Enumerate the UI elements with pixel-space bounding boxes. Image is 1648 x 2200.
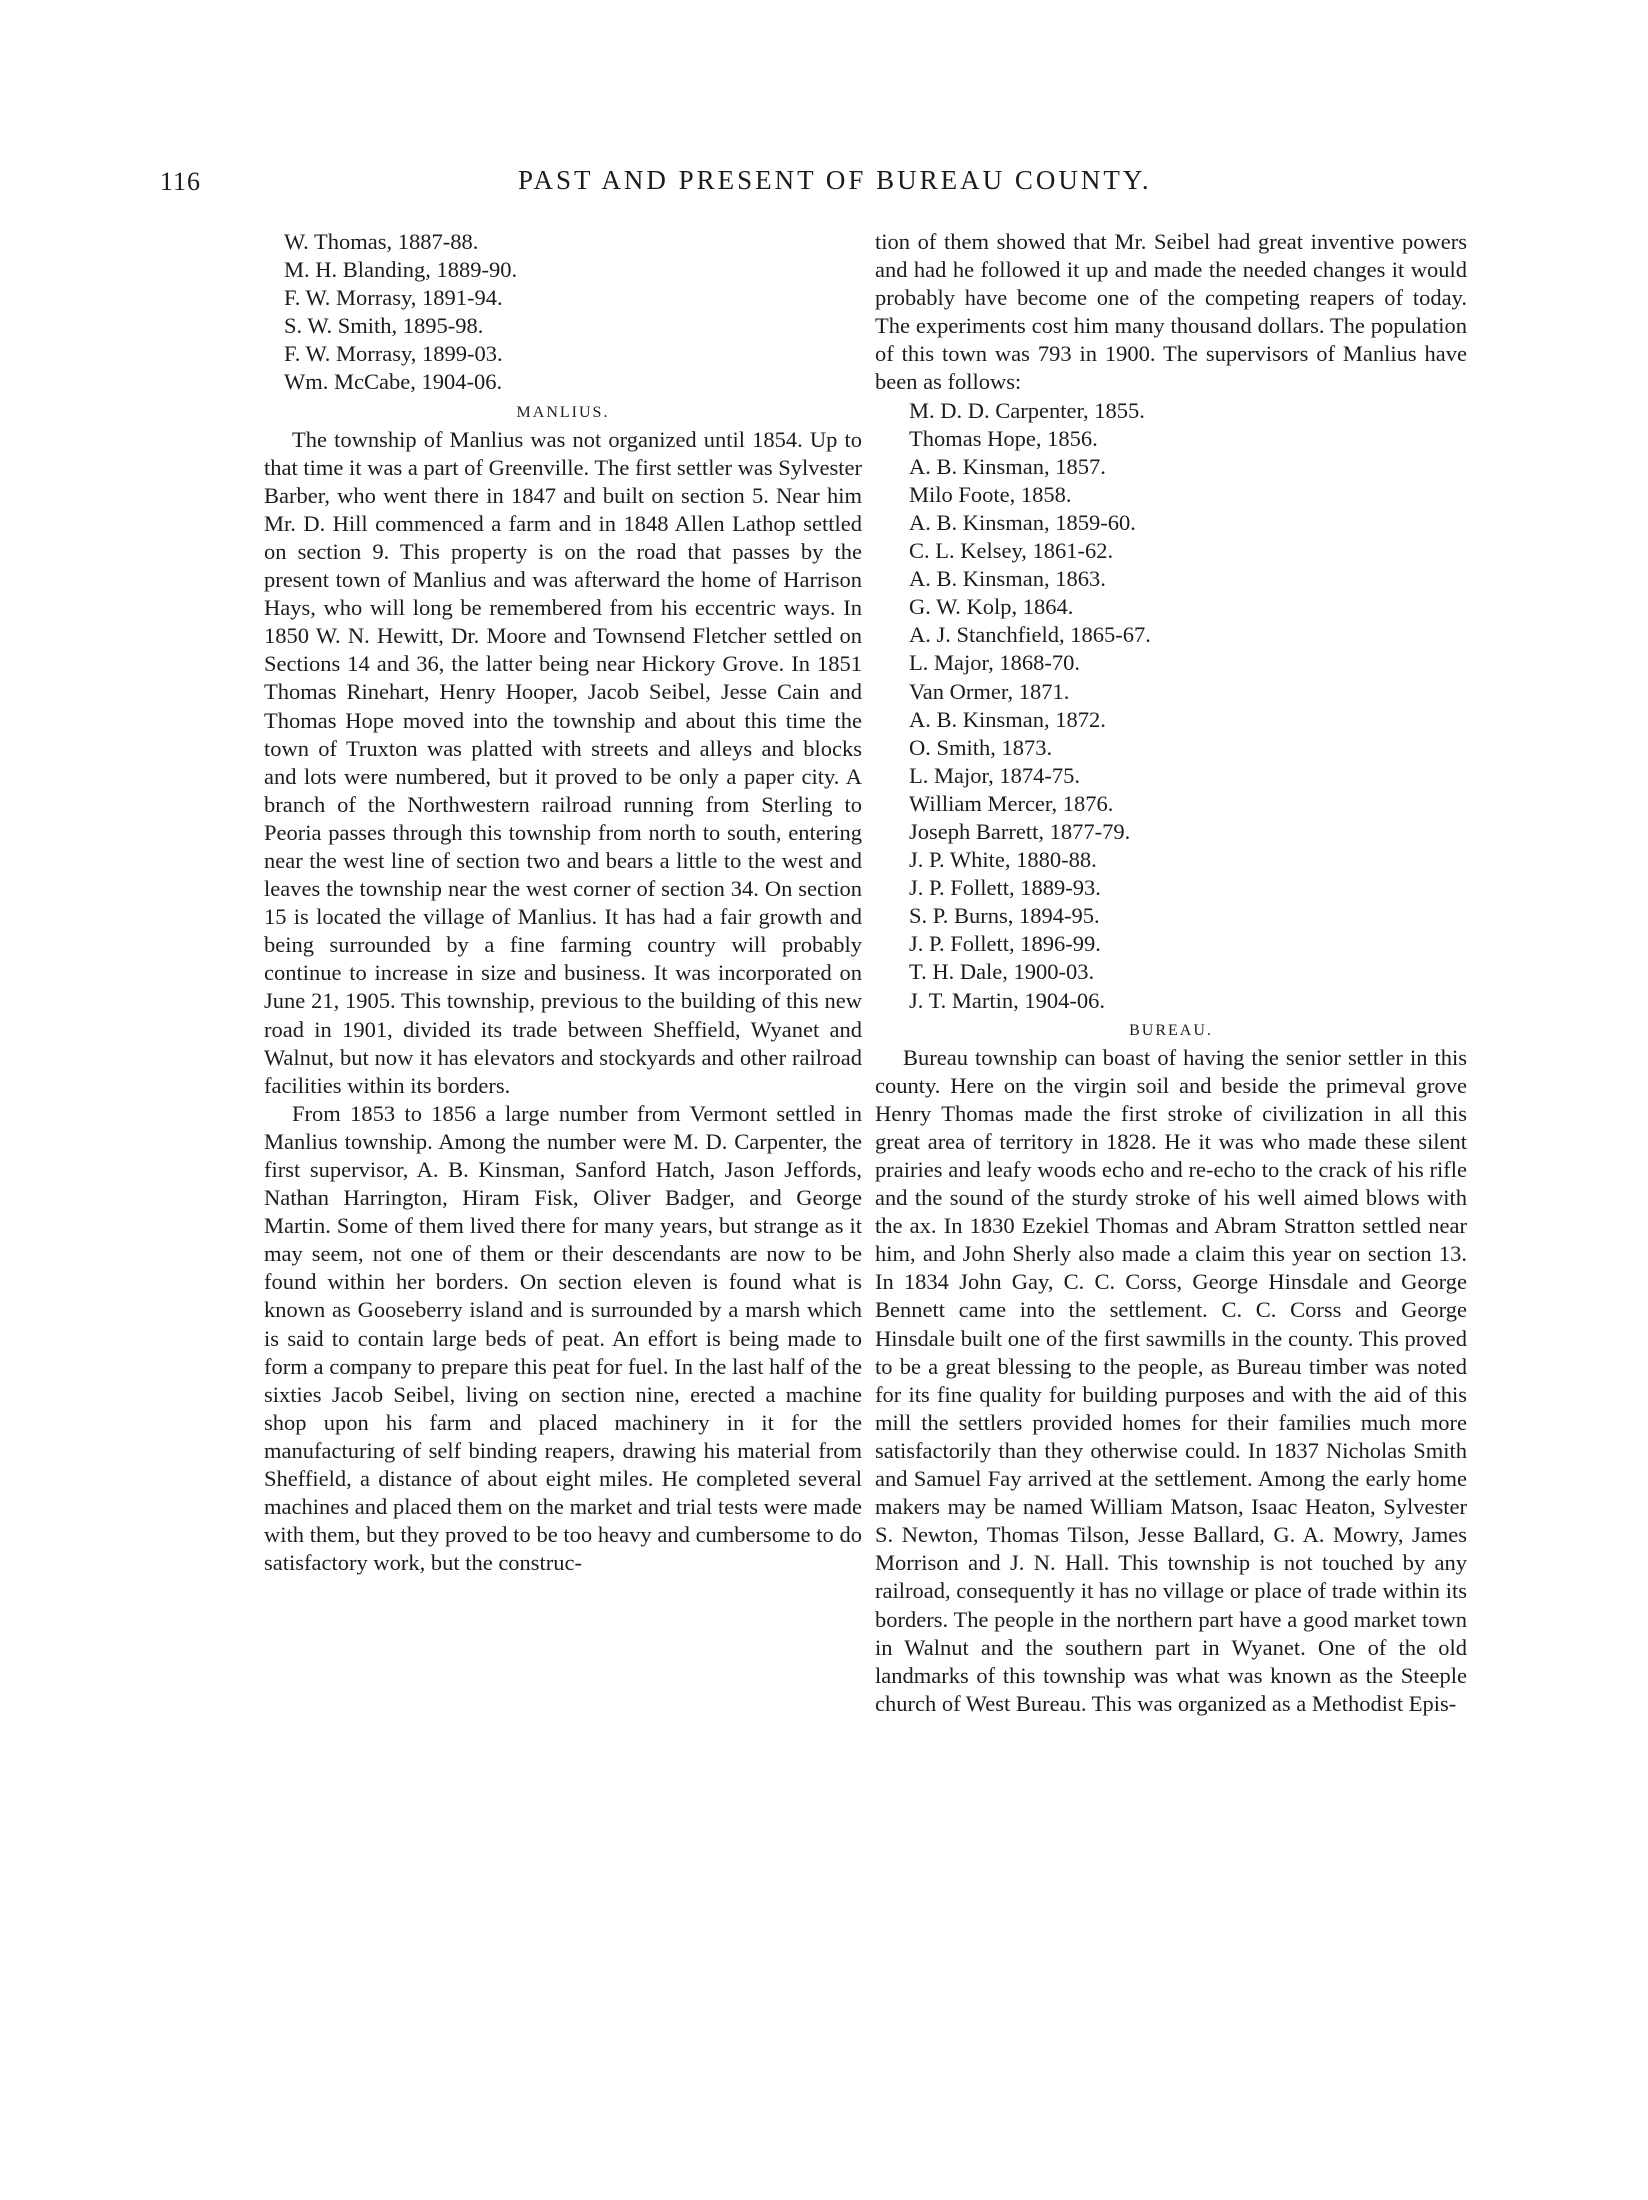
list-item: O. Smith, 1873. [909, 734, 1053, 760]
list-item: L. Major, 1874-75. [909, 762, 1080, 788]
list-item: J. T. Martin, 1904-06. [909, 987, 1106, 1013]
section-heading-bureau: BUREAU. [1129, 1021, 1213, 1039]
officers-list [264, 228, 862, 397]
list-item: A. B. Kinsman, 1863. [909, 566, 1106, 592]
list-item: A. B. Kinsman, 1859-60. [909, 509, 1136, 535]
list-item: J. P. White, 1880-88. [909, 847, 1097, 873]
list-item: W. Thomas, 1887-88. [284, 229, 479, 254]
list-item: C. L. Kelsey, 1861-62. [909, 538, 1114, 564]
list-item: William Mercer, 1876. [909, 790, 1114, 816]
list-item: Van Ormer, 1871. [909, 678, 1070, 704]
list-item: Thomas Hope, 1856. [909, 425, 1098, 451]
list-item: F. W. Morrasy, 1899-03. [284, 341, 503, 367]
list-item: A. B. Kinsman, 1872. [909, 706, 1106, 732]
page-number: 116 [160, 167, 202, 196]
list-item: Joseph Barrett, 1877-79. [909, 818, 1131, 844]
list-item: T. H. Dale, 1900-03. [909, 959, 1095, 985]
section-heading-manlius: MANLIUS. [516, 403, 610, 421]
list-item: M. D. D. Carpenter, 1855. [909, 397, 1145, 423]
body-paragraph-continued: tion of them showed that Mr. Seibel had great inventive powers and had he followed it up and made the needed changes it would probably have become one of the competing reapers of today. The experiments cost him many thousand dollars. The population of this town was 793 in 1900. The supervisors of Manlius have been as follows: [875, 229, 1467, 395]
list-item: A. J. Stanchfield, 1865-67. [909, 622, 1151, 648]
list-item: A. B. Kinsman, 1857. [909, 453, 1106, 479]
list-item: Milo Foote, 1858. [909, 481, 1072, 507]
list-item: F. W. Morrasy, 1891-94. [284, 285, 503, 311]
supervisors-list [875, 397, 1467, 1015]
list-item: J. P. Follett, 1889-93. [909, 875, 1101, 901]
list-item: L. Major, 1868-70. [909, 650, 1080, 676]
running-head: PAST AND PRESENT OF BUREAU COUNTY. [518, 165, 1152, 195]
list-item: M. H. Blanding, 1889-90. [284, 257, 518, 283]
body-paragraph: Bureau township can boast of having the senior settler in this county. Here on the virgin soil and beside the primeval grove Henry Thomas made the first stroke of civilization in all this great area of territory in 1828. He it was who made these silent prairies and leafy woods echo and re-echo to the crack of his rifle and the sound of the sturdy stroke of his well aimed blows with the ax. In 1830 Ezekiel Thomas and Abram Stratton settled near him, and John Sherly also made a claim this year on section 13. In 1834 John Gay, C. C. Corss, George Hinsdale and George Bennett came into the settlement. C. C. Corss and George Hinsdale built one of the first sawmills in the county. This proved to be a great blessing to the people, as Bureau timber was noted for its fine quality for building purposes and with the aid of this mill the settlers provided homes for their families much more satisfactorily than they otherwise could. In 1837 Nicholas Smith and Samuel Fay arrived at the settlement. Among the early home makers may be named William Matson, Isaac Heaton, Sylvester S. Newton, Thomas Tilson, Jesse Ballard, G. A. Mowry, James Morrison and J. N. Hall. This township is not touched by any railroad, consequently it has no village or place of trade within its borders. The people in the northern part have a good market town in Walnut and the southern part in Wyanet. One of the old landmarks of this township was what was known as the Steeple church of West Bureau. This was organized as a Methodist Epis- [875, 1044, 1467, 1716]
list-item: J. P. Follett, 1896-99. [909, 931, 1101, 957]
list-item: G. W. Kolp, 1864. [909, 594, 1074, 620]
list-item: S. P. Burns, 1894-95. [909, 903, 1100, 929]
right-column [875, 228, 1467, 1718]
left-column [264, 228, 862, 1577]
body-paragraph: The township of Manlius was not organized until 1854. Up to that time it was a part of Greenville. The first settler was Sylvester Barber, who went there in 1847 and built on section 5. Near him Mr. D. Hill commenced a farm and in 1848 Allen Lathop settled on section 9. This property is on the road that passes by the present town of Manlius and was afterward the home of Harrison Hays, who will long be remembered from his eccentric ways. In 1850 W. N. Hewitt, Dr. Moore and Townsend Fletcher settled on Sections 14 and 36, the latter being near Hickory Grove. In 1851 Thomas Rinehart, Henry Hooper, Jacob Seibel, Jesse Cain and Thomas Hope moved into the township and about this time the town of Truxton was platted with streets and alleys and blocks and lots were numbered, but it proved to be only a paper city. A branch of the Northwestern railroad running from Sterling to Peoria passes through this township from north to south, entering near the west line of section two and bears a little to the west and leaves the township near the west corner of section 34. On section 15 is located the village of Manlius. It has had a fair growth and being surrounded by a fine farming country will probably continue to increase in size and business. It was incorporated on June 21, 1905. This township, previous to the building of this new road in 1901, divided its trade between Sheffield, Wyanet and Walnut, but now it has elevators and stockyards and other railroad facilities within its borders. [264, 426, 862, 1098]
body-paragraph: From 1853 to 1856 a large number from Vermont settled in Manlius township. Among the number were M. D. Carpenter, the first supervisor, A. B. Kinsman, Sanford Hatch, Jason Jeffords, Nathan Harrington, Hiram Fisk, Oliver Badger, and George Martin. Some of them lived there for many years, but strange as it may seem, not one of them or their descendants are now to be found within her borders. On section eleven is found what is known as Gooseberry island and is surrounded by a marsh which is said to contain large beds of peat. An effort is being made to form a company to prepare this peat for fuel. In the last half of the sixties Jacob Seibel, living on section nine, erected a machine shop upon his farm and placed machinery in it for the manufacturing of self binding reapers, drawing his material from Sheffield, a distance of about eight miles. He completed several machines and placed them on the market and trial tests were made with them, but they proved to be too heavy and cumbersome to do satisfactory work, but the construc- [264, 1100, 862, 1576]
list-item: S. W. Smith, 1895-98. [284, 313, 484, 339]
list-item: Wm. McCabe, 1904-06. [284, 369, 503, 395]
